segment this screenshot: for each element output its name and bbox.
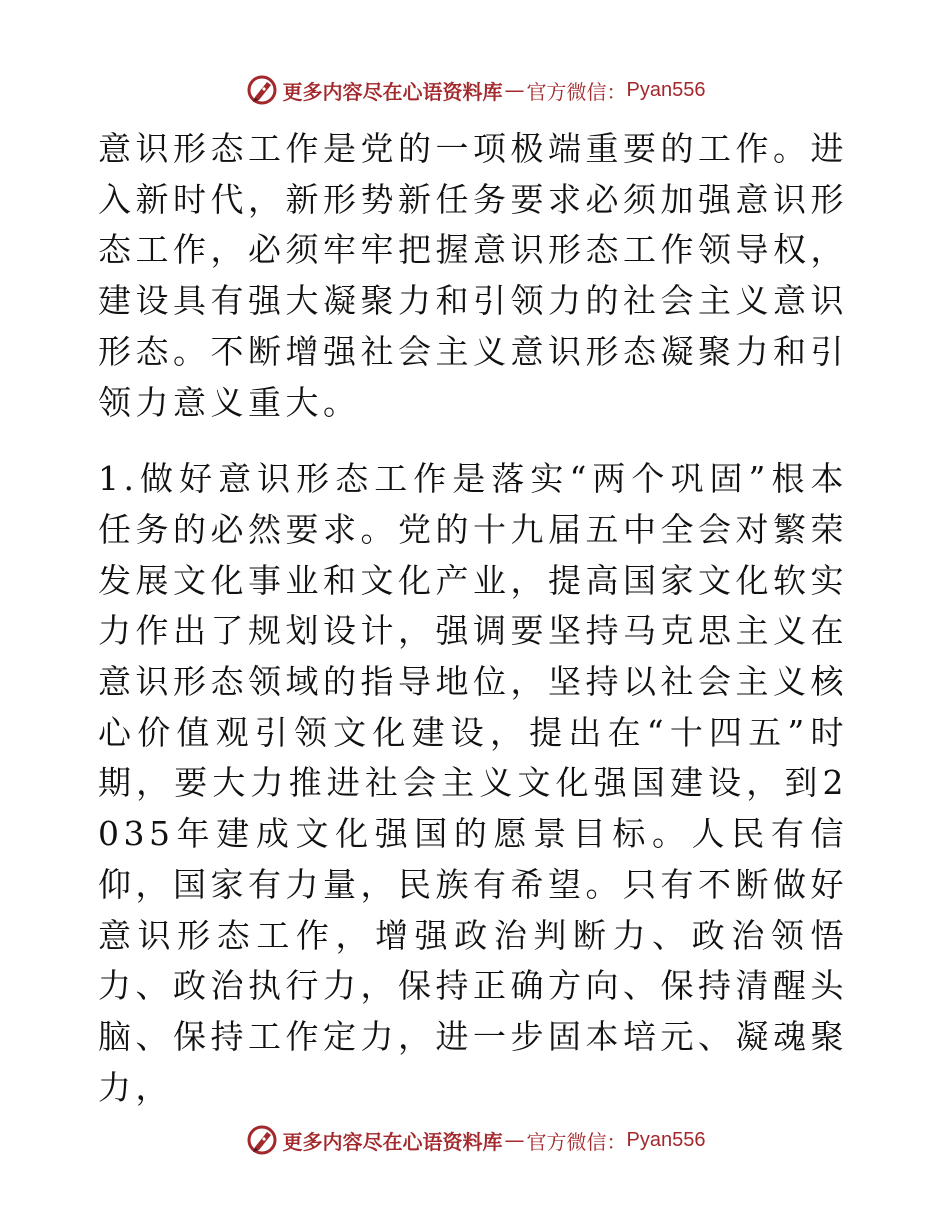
document-body	[98, 124, 848, 1113]
paragraph-point-1: 1.做好意识形态工作是落实“两个巩固”根本任务的必然要求。党的十九届五中全会对繁荣发展文化事业和文化产业，提高国家文化软实力作出了规划设计，强调要坚持马克思主义在意识形态领域的指导地位，坚持以社会主义核心价值观引领文化建设，提出在“十四五”时期，要大力推进社会主义文化强国建设，到2035年建成文化强国的愿景目标。人民有信仰，国家有力量，民族有希望。只有不断做好意识形态工作，增强政治判断力、政治领悟力、政治执行力，保持正确方向、保持清醒头脑、保持工作定力，进一步固本培元、凝魂聚力，	[98, 459, 848, 1107]
pen-nib-logo-icon	[245, 73, 279, 107]
watermark-main-text: 更多内容尽在心语资料库	[282, 79, 503, 104]
watermark-sub-text: 官方微信：	[526, 1129, 627, 1154]
watermark-dash: —	[504, 1128, 525, 1152]
watermark-sub-text: 官方微信：	[526, 79, 627, 104]
watermark-main-text: 更多内容尽在心语资料库	[282, 1129, 503, 1154]
paragraph-intro: 意识形态工作是党的一项极端重要的工作。进入新时代，新形势新任务要求必须加强意识形态工作，必须牢牢把握意识形态工作领导权，建设具有强大凝聚力和引领力的社会主义意识形态。不断增强社会主义意识形态凝聚力和引领力意义重大。	[98, 129, 848, 422]
header-watermark	[0, 70, 950, 110]
footer-watermark	[0, 1120, 950, 1160]
watermark-wechat-id: Pyan556	[626, 1128, 706, 1151]
pen-nib-logo-icon	[245, 1123, 279, 1157]
watermark-dash: —	[504, 78, 525, 102]
watermark-wechat-id: Pyan556	[626, 78, 706, 101]
